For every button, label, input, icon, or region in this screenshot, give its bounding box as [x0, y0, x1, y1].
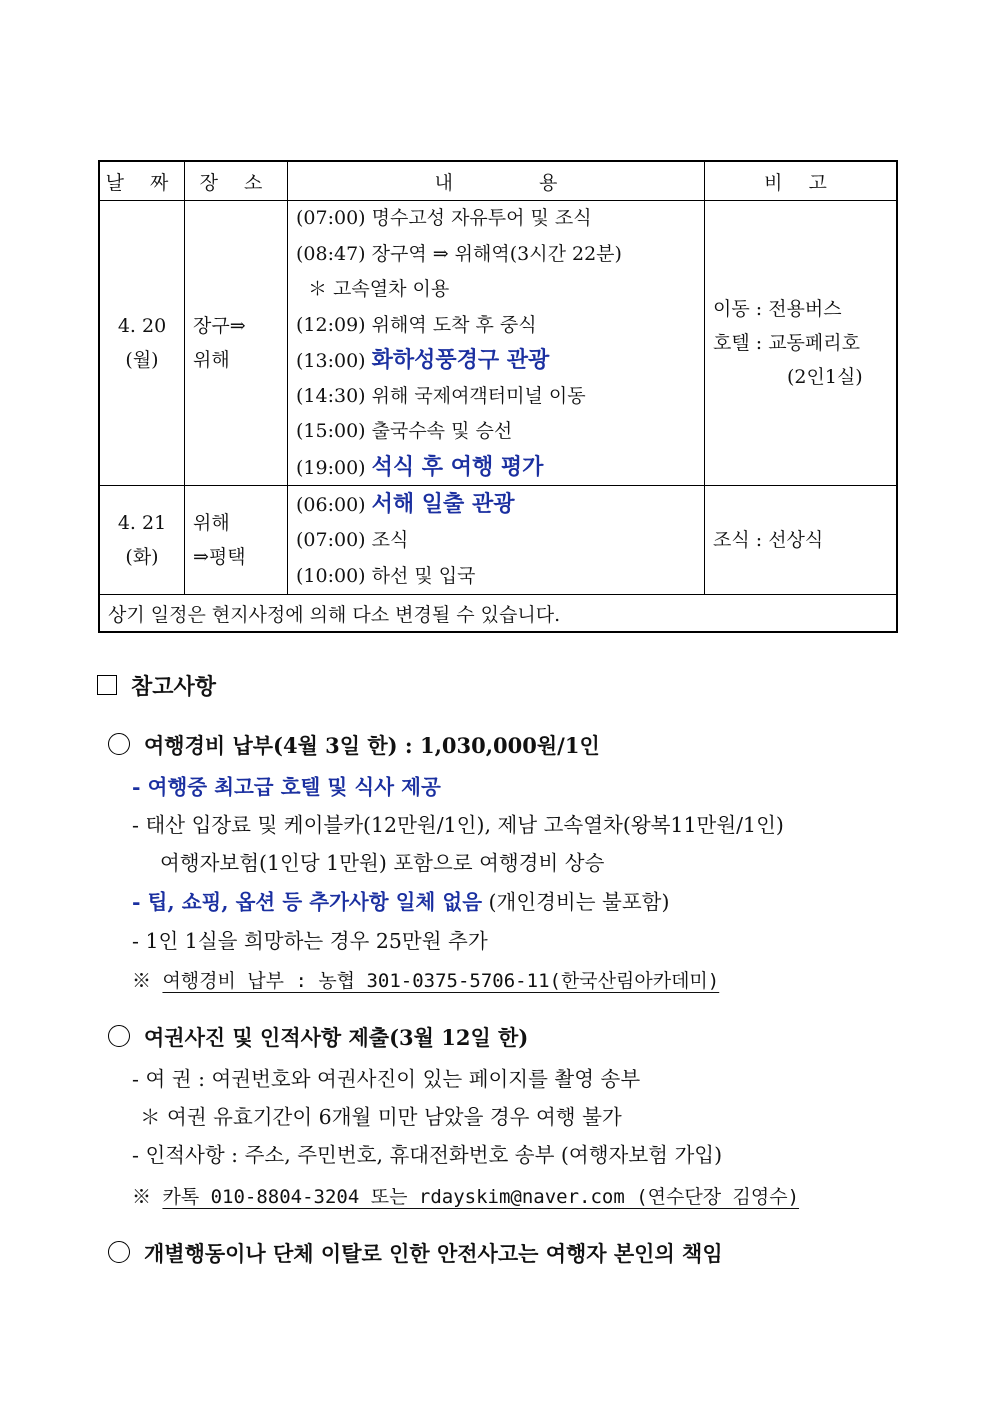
- header-note: 비 고: [705, 161, 898, 201]
- schedule-line: (12:09) 위해역 도착 후 중식: [296, 313, 537, 336]
- schedule-line: (07:00) 명수고성 자유투어 및 조식: [296, 207, 592, 229]
- circle-bullet-icon: [108, 1025, 130, 1047]
- cost-item: 여행자보험(1인당 1만원) 포함으로 여행경비 상승: [160, 851, 605, 875]
- schedule-table: [98, 160, 898, 633]
- schedule-line: (19:00) 석식 후 여행 평가: [296, 453, 544, 480]
- passport-heading: 여권사진 및 인적사항 제출(3월 12일 한): [108, 1022, 528, 1052]
- schedule-line: (06:00) 서해 일출 관광: [296, 491, 515, 517]
- schedule-line: (13:00) 화하성풍경구 관광: [296, 347, 550, 373]
- circle-bullet-icon: [108, 733, 130, 755]
- highlight-text: 화하성풍경구 관광: [371, 347, 550, 373]
- table-footnote: 상기 일정은 현지사정에 의해 다소 변경될 수 있습니다.: [99, 595, 897, 633]
- table-row: [99, 201, 897, 486]
- cost-item: - 1인 1실을 희망하는 경우 25만원 추가: [132, 929, 488, 953]
- cost-heading: 여행경비 납부(4월 3일 한) : 1,030,000원/1인: [108, 730, 600, 760]
- header-content: 내 용: [288, 161, 705, 201]
- schedule-line: (14:30) 위해 국제여객터미널 이동: [296, 384, 586, 407]
- circle-bullet-icon: [108, 1241, 130, 1263]
- table-footnote-row: [99, 595, 897, 633]
- safety-heading: 개별행동이나 단체 이탈로 인한 안전사고는 여행자 본인의 책임: [108, 1238, 723, 1268]
- reference-title: 참고사항: [97, 670, 216, 701]
- schedule-line: (08:47) 장구역 ⇒ 위해역(3시간 22분): [296, 242, 622, 265]
- row-date: 4. 20 (월): [99, 201, 185, 486]
- account-info: ※ 여행경비 납부 : 농협 301-0375-5706-11(한국산림아카데미): [132, 970, 720, 992]
- schedule-line: ＊ 고속열차 이용: [308, 278, 450, 300]
- passport-note: ＊ 여권 유효기간이 6개월 미만 남았을 경우 여행 불가: [140, 1105, 622, 1129]
- passport-item: - 여 권 : 여권번호와 여권사진이 있는 페이지를 촬영 송부: [132, 1067, 641, 1091]
- row-note: 이동 : 전용버스 호텔 : 교동페리호 (2인1실): [705, 201, 898, 486]
- row-place: 위해 ⇒평택: [185, 486, 288, 595]
- table-header-row: [99, 161, 897, 201]
- row-place: 장구⇒ 위해: [185, 201, 288, 486]
- header-date: 날 짜: [99, 161, 185, 201]
- highlight-text: 서해 일출 관광: [371, 491, 515, 517]
- header-place: 장 소: [185, 161, 288, 201]
- square-bullet-icon: [97, 675, 117, 695]
- passport-item: - 인적사항 : 주소, 주민번호, 휴대전화번호 송부 (여행자보험 가입): [132, 1143, 723, 1167]
- highlight-text: 석식 후 여행 평가: [371, 453, 544, 480]
- contact-info: ※ 카톡 010-8804-3204 또는 rdayskim@naver.com (연수단장 김영수): [132, 1186, 800, 1208]
- row-date: 4. 21 (화): [99, 486, 185, 595]
- table-row: [99, 486, 897, 595]
- cost-item: - 태산 입장료 및 케이블카(12만원/1인), 제남 고속열차(왕복11만원/1인): [132, 813, 784, 837]
- row-content: [288, 486, 705, 595]
- schedule-line: (07:00) 조식: [296, 529, 409, 551]
- row-note: 조식 : 선상식: [705, 486, 898, 595]
- row-content: [288, 201, 705, 486]
- cost-item: - 팁, 쇼핑, 옵션 등 추가사항 일체 없음 (개인경비는 불포함): [132, 890, 670, 914]
- schedule-line: (10:00) 하선 및 입국: [296, 565, 476, 587]
- schedule-line: (15:00) 출국수속 및 승선: [296, 420, 513, 442]
- cost-item: - 여행중 최고급 호텔 및 식사 제공: [132, 775, 441, 799]
